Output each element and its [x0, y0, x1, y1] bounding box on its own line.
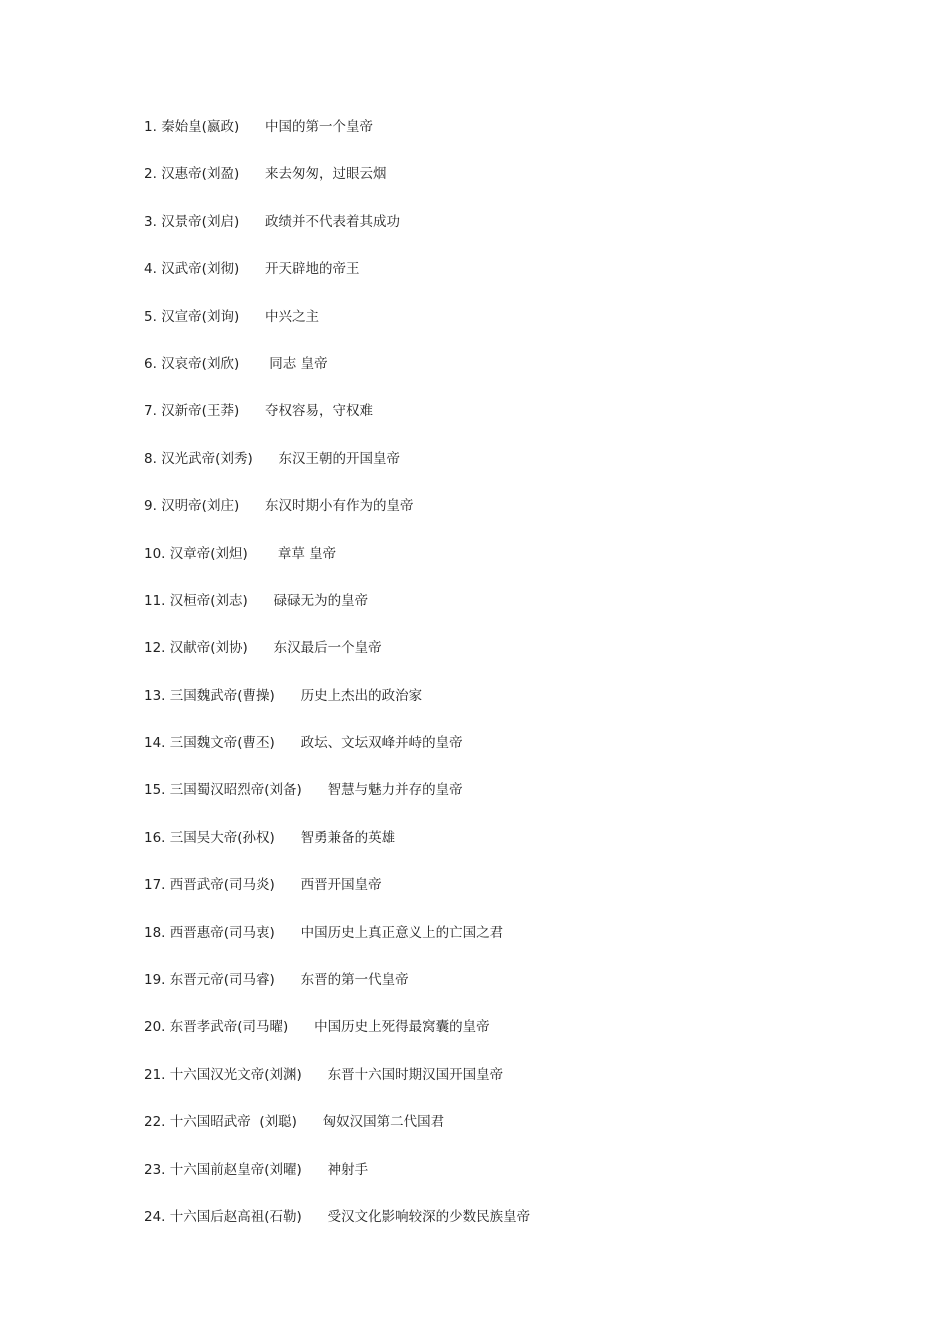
item-number: 5. [144, 308, 157, 325]
emperor-name: 西晋惠帝(司马衷) [169, 924, 275, 941]
item-number: 12. [144, 640, 166, 657]
emperor-description: 来去匆匆，过眼云烟 [264, 166, 387, 183]
emperor-description: 历史上杰出的政治家 [300, 687, 423, 704]
list-item [144, 637, 844, 684]
list-item [144, 495, 844, 542]
emperor-name: 三国魏武帝(曹操) [169, 687, 275, 704]
emperor-name: 汉景帝(刘启) [161, 213, 240, 230]
list-item [144, 353, 844, 400]
emperor-name: 汉章帝(刘炟) [169, 545, 248, 562]
list-item [144, 163, 844, 210]
emperor-description: 匈奴汉国第二代国君 [322, 1114, 445, 1131]
emperor-description: 中兴之主 [264, 308, 319, 325]
emperor-description: 神射手 [327, 1161, 369, 1178]
item-number: 19. [144, 972, 166, 989]
list-item [144, 590, 844, 637]
emperor-description: 中国历史上真正意义上的亡国之君 [300, 924, 504, 941]
list-item [144, 732, 844, 779]
item-number: 3. [144, 213, 157, 230]
item-number: 7. [144, 403, 157, 420]
emperor-description: 东晋的第一代皇帝 [300, 972, 409, 989]
item-number: 16. [144, 829, 166, 846]
emperor-description: 东汉时期小有作为的皇帝 [264, 498, 414, 515]
list-item [144, 874, 844, 921]
emperor-name: 汉惠帝(刘盈) [161, 166, 240, 183]
emperor-description: 受汉文化影响较深的少数民族皇帝 [327, 1208, 531, 1225]
emperor-name: 汉宣帝(刘询) [161, 308, 240, 325]
emperor-description: 碌碌无为的皇帝 [273, 592, 369, 609]
emperor-name: 十六国汉光文帝(刘渊) [169, 1066, 302, 1083]
item-number: 10. [144, 545, 166, 562]
item-number: 18. [144, 924, 166, 941]
emperor-description: 同志 皇帝 [264, 355, 328, 372]
emperor-name: 汉明帝(刘庄) [161, 498, 240, 515]
list-item [144, 969, 844, 1016]
list-item [144, 306, 844, 353]
list-item [144, 685, 844, 732]
list-item [144, 1016, 844, 1063]
emperor-name: 汉桓帝(刘志) [169, 592, 248, 609]
item-number: 21. [144, 1066, 166, 1083]
emperor-name: 三国魏文帝(曹丕) [169, 735, 275, 752]
emperor-description: 东晋十六国时期汉国开国皇帝 [327, 1066, 504, 1083]
list-item [144, 116, 844, 163]
item-number: 14. [144, 735, 166, 752]
item-number: 20. [144, 1019, 166, 1036]
item-number: 17. [144, 877, 166, 894]
list-item [144, 211, 844, 258]
item-number: 2. [144, 166, 157, 183]
emperor-name: 汉哀帝(刘欣) [161, 355, 240, 372]
emperor-name: 十六国后赵高祖(石勒) [169, 1208, 302, 1225]
emperor-name: 西晋武帝(司马炎) [169, 877, 275, 894]
list-item [144, 1111, 844, 1158]
emperor-list [144, 116, 844, 1253]
item-number: 24. [144, 1208, 166, 1225]
emperor-description: 政坛、文坛双峰并峙的皇帝 [300, 735, 463, 752]
item-number: 4. [144, 261, 157, 278]
emperor-name: 十六国前赵皇帝(刘曜) [169, 1161, 302, 1178]
emperor-name: 秦始皇(嬴政) [161, 119, 240, 135]
emperor-description: 西晋开国皇帝 [300, 877, 382, 894]
item-number: 23. [144, 1161, 166, 1178]
emperor-description: 智勇兼备的英雄 [300, 829, 396, 846]
item-number: 8. [144, 450, 157, 467]
emperor-description: 政绩并不代表着其成功 [264, 213, 400, 230]
list-item [144, 258, 844, 305]
item-number: 22. [144, 1114, 166, 1131]
list-item [144, 827, 844, 874]
emperor-description: 章草 皇帝 [273, 545, 337, 562]
emperor-name: 三国蜀汉昭烈帝(刘备) [169, 782, 302, 799]
emperor-description: 中国的第一个皇帝 [264, 119, 373, 135]
item-number: 9. [144, 498, 157, 515]
emperor-name: 汉武帝(刘彻) [161, 261, 240, 278]
emperor-name: 汉光武帝(刘秀) [161, 450, 253, 467]
emperor-description: 开天辟地的帝王 [264, 261, 360, 278]
emperor-description: 智慧与魅力并存的皇帝 [327, 782, 463, 799]
list-item [144, 1206, 844, 1253]
item-number: 11. [144, 592, 166, 609]
emperor-name: 东晋元帝(司马睿) [169, 972, 275, 989]
emperor-name: 汉献帝(刘协) [169, 640, 248, 657]
item-number: 6. [144, 355, 157, 372]
item-number: 15. [144, 782, 166, 799]
list-item [144, 779, 844, 826]
list-item [144, 1159, 844, 1206]
emperor-name: 十六国昭武帝 (刘聪) [169, 1114, 297, 1131]
list-item [144, 448, 844, 495]
list-item [144, 922, 844, 969]
item-number: 13. [144, 687, 166, 704]
list-item [144, 1064, 844, 1111]
emperor-description: 中国历史上死得最窝囊的皇帝 [314, 1019, 490, 1036]
emperor-name: 东晋孝武帝(司马曜) [169, 1019, 289, 1036]
item-number: 1. [144, 119, 157, 135]
emperor-description: 东汉最后一个皇帝 [273, 640, 382, 657]
list-item [144, 400, 844, 447]
emperor-name: 三国吴大帝(孙权) [169, 829, 275, 846]
emperor-description: 东汉王朝的开国皇帝 [278, 450, 400, 467]
list-item [144, 543, 844, 590]
emperor-name: 汉新帝(王莽) [161, 403, 240, 420]
emperor-description: 夺权容易，守权难 [264, 403, 373, 420]
